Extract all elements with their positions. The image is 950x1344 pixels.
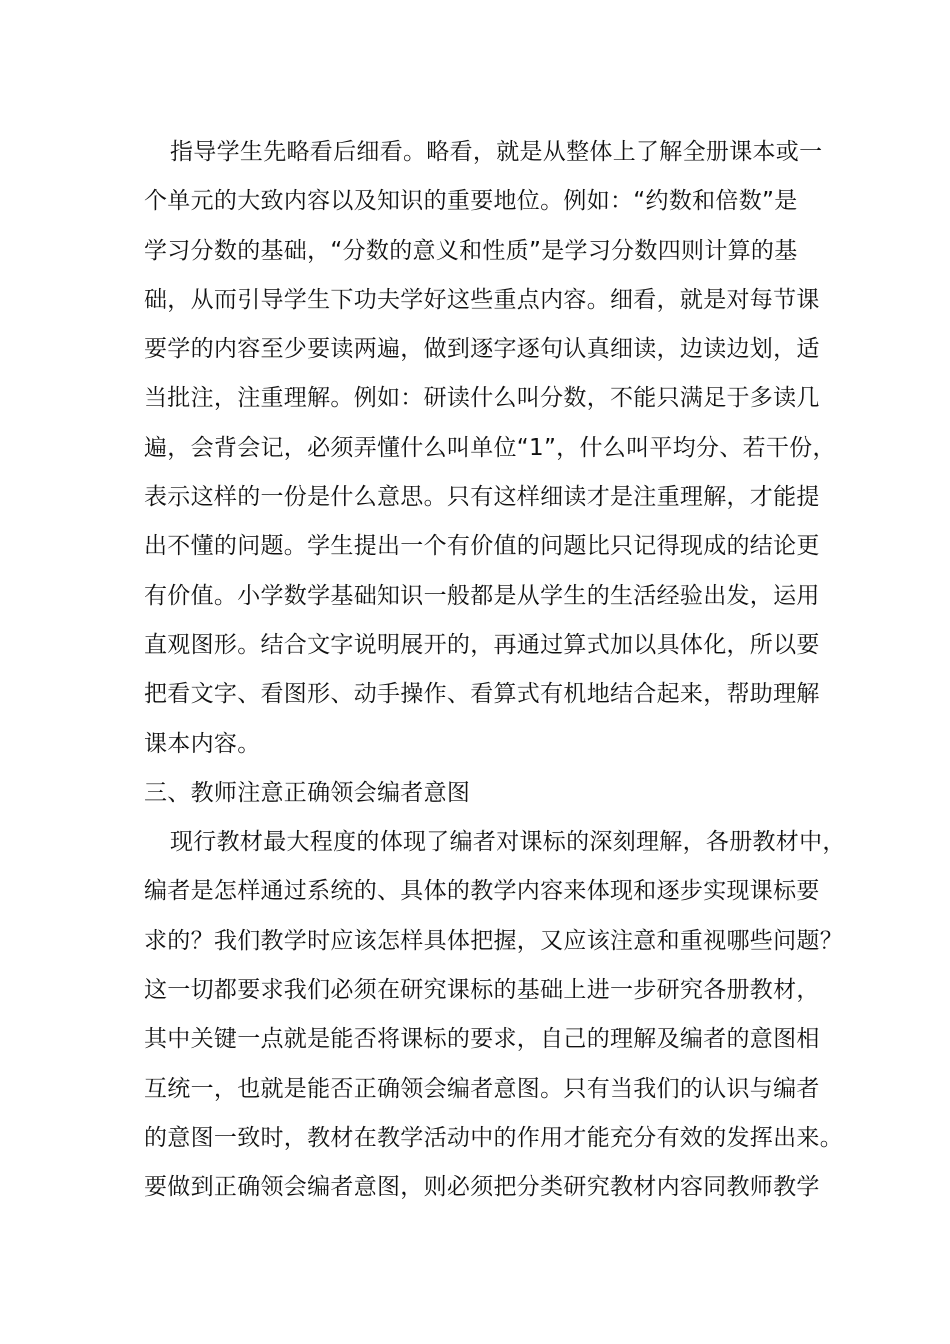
- paragraph-line: 这一切都要求我们必须在研究课标的基础上进一步研究各册教材，: [144, 977, 820, 1004]
- paragraph-line: 要学的内容至少要读两遍，做到逐字逐句认真细读，边读边划，适: [144, 336, 820, 363]
- paragraph-line: 指导学生先略看后细看。略看，就是从整体上了解全册课本或一: [170, 139, 823, 165]
- paragraph-line: 互统一，也就是能否正确领会编者意图。只有当我们的认识与编者: [144, 1075, 820, 1102]
- paragraph-line: 其中关键一点就是能否将课标的要求，自己的理解及编者的意图相: [144, 1026, 820, 1053]
- section-heading: 三、教师注意正确领会编者意图: [144, 779, 471, 806]
- paragraph-line: 出不懂的问题。学生提出一个有价值的问题比只记得现成的结论更: [144, 533, 820, 560]
- paragraph-line: 个单元的大致内容以及知识的重要地位。例如：“约数和倍数”是: [144, 188, 798, 215]
- paragraph-line: 学习分数的基础，“分数的意义和性质”是学习分数四则计算的基: [144, 237, 798, 264]
- paragraph-line: 课本内容。: [144, 730, 261, 757]
- paragraph-line: 编者是怎样通过系统的、具体的教学内容来体现和逐步实现课标要: [144, 878, 820, 905]
- paragraph-line: 础，从而引导学生下功夫学好这些重点内容。细看，就是对每节课: [144, 286, 820, 313]
- paragraph-line: 把看文字、看图形、动手操作、看算式有机地结合起来，帮助理解: [144, 681, 820, 708]
- paragraph-line: 要做到正确领会编者意图，则必须把分类研究教材内容同教师教学: [144, 1174, 820, 1201]
- paragraph-line: 表示这样的一份是什么意思。只有这样细读才是注重理解，才能提: [144, 484, 820, 511]
- paragraph-line: 现行教材最大程度的体现了编者对课标的深刻理解，各册教材中，: [170, 829, 846, 856]
- paragraph-line: 当批注，注重理解。例如：研读什么叫分数，不能只满足于多读几: [144, 385, 820, 412]
- paragraph-line: 遍，会背会记，必须弄懂什么叫单位“1”，什么叫平均分、若干份，: [144, 434, 836, 461]
- paragraph-line: 求的？我们教学时应该怎样具体把握，又应该注意和重视哪些问题？: [144, 927, 843, 954]
- paragraph-line: 有价值。小学数学基础知识一般都是从学生的生活经验出发，运用: [144, 582, 820, 609]
- body-text: [144, 128, 846, 1213]
- paragraph-line: 直观图形。结合文字说明展开的，再通过算式加以具体化，所以要: [144, 631, 820, 658]
- paragraph-line: 的意图一致时，教材在教学活动中的作用才能充分有效的发挥出来。: [144, 1124, 843, 1151]
